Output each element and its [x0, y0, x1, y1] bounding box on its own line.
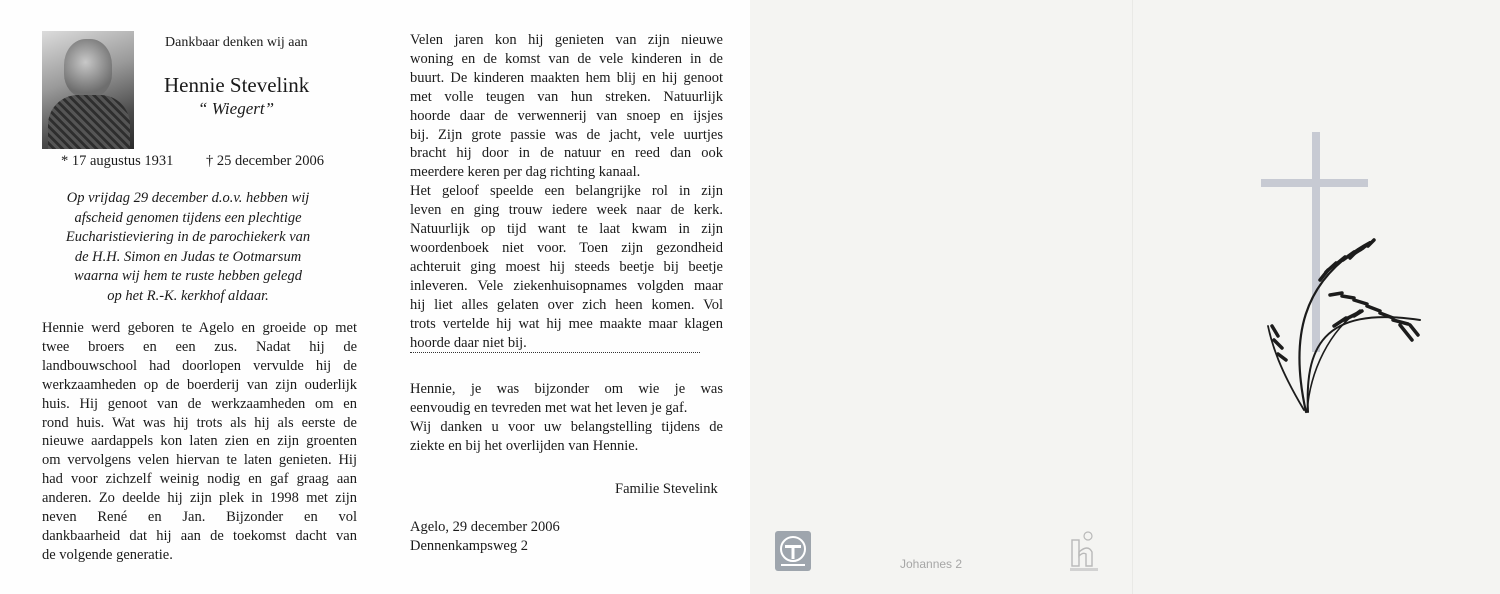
story-line: Velen jaren kon hij genieten van zijn nieuwe [410, 32, 723, 48]
wheat-ears-icon [1268, 240, 1420, 412]
intro-text: Dankbaar denken wij aan [165, 35, 308, 50]
portrait-head [64, 39, 112, 97]
story-line: achteruit ging moest hij steeds beetje bij beetje [410, 258, 723, 275]
story-line: Het geloof speelde een belangrijke rol in zijn [410, 183, 723, 200]
story-line: woordenboek niet voor. Toen zijn gezondheid [410, 239, 723, 256]
closing-text [410, 380, 723, 456]
bio-line: had voor zichzelf weinig nodig en gaf graag aan [42, 471, 357, 488]
bio-line: dankbaarheid dat hij aan de toekomst dacht van [42, 527, 357, 544]
bio-line: huis. Hij genoot van de werkzaamheden om en [42, 395, 357, 412]
story-line: met volle teugen van hun streken. Natuurlijk [410, 88, 723, 105]
birth-date: * 17 augustus 1931 [61, 153, 174, 169]
story-line: bracht hij door in de natuur en reed dan ook [410, 145, 723, 162]
address: Dennenkampsweg 2 [410, 538, 528, 554]
funeral-service-text [42, 189, 334, 306]
middle-panel [375, 0, 750, 594]
story-line: meerdere keren per dag richting kanaal. [410, 164, 641, 181]
publisher-logo-icon [775, 531, 811, 571]
bio-line: neven René en Jan. Bijzonder en vol [42, 509, 357, 526]
story-line: inleveren. Vele ziekenhuisopnames volgden maar [410, 277, 723, 294]
verse-reference: Johannes 2 [900, 557, 963, 571]
service-line: op het R.-K. kerkhof aldaar. [107, 287, 269, 304]
deceased-name: Hennie Stevelink [164, 73, 310, 97]
bio-line: de volgende generatie. [42, 546, 173, 563]
bio-line: nieuwe aardappels kon laten zien en zijn groenten [42, 433, 357, 450]
dotted-divider [410, 352, 700, 353]
service-line: waarna wij hem te ruste hebben gelegd [74, 268, 302, 284]
cross-icon [1261, 132, 1368, 352]
fold-line [1132, 0, 1133, 594]
portrait-body [48, 95, 130, 149]
bio-line: rond huis. Wat was hij trots als hij als eerste de [42, 414, 357, 431]
closing-line: ziekte en bij het overlijden van Hennie. [410, 437, 639, 454]
story-line: hij liet alles gelaten over zich heen komen. Vol [410, 296, 723, 313]
bio-line: Hennie werd geboren te Agelo en groeide op met [42, 320, 357, 336]
story-line: leven en ging trouw iedere week naar de kerk. [410, 202, 723, 219]
bio-line: werkzaamheden op de boerderij van zijn ouderlijk [42, 376, 357, 393]
death-date: † 25 december 2006 [206, 153, 324, 169]
bio-line: landbouwschool had doorlopen vervulde hij de [42, 357, 357, 374]
story-line: buurt. De kinderen maakten hem blij en hij genoot [410, 69, 723, 86]
story-line: Natuurlijk op tijd want te laat kwam in zijn [410, 221, 723, 238]
service-line: de H.H. Simon en Judas te Ootmarsum [74, 248, 302, 265]
story-line: trots vertelde hij wat hij mee maakte maar klagen [410, 315, 723, 332]
service-line: Op vrijdag 29 december d.o.v. hebben wij [66, 190, 310, 206]
biography-text [42, 319, 357, 565]
cover-panel [750, 0, 1500, 594]
nickname: “ Wiegert” [198, 99, 275, 118]
story-line: hoorde daar niet bij. [410, 334, 527, 351]
cross-with-wheat [1250, 130, 1450, 430]
left-panel [0, 0, 375, 594]
story-line: bij. Zijn grote passie was de jacht, vele uurtjes [410, 126, 723, 143]
bio-line: anderen. Zo deelde hij zijn plek in 1998 met zijn [42, 490, 357, 507]
bio-line: om vervolgens velen hiervan te laten genieten. Hij [42, 452, 357, 469]
family-signature: Familie Stevelink [615, 481, 718, 497]
printer-logo-icon [1066, 530, 1102, 574]
life-story-text [410, 31, 723, 352]
portrait-photo [42, 31, 134, 149]
place-date: Agelo, 29 december 2006 [410, 519, 560, 535]
closing-line: Hennie, je was bijzonder om wie je was [410, 381, 723, 397]
story-line: woning en de komst van de vele kinderen in de [410, 50, 723, 67]
bio-line: twee broers en een zus. Nadat hij de [42, 338, 357, 355]
closing-line: Wij danken u voor uw belangstelling tijdens de [410, 418, 723, 435]
closing-line: eenvoudig en tevreden met wat het leven je gaf. [410, 399, 688, 416]
story-line: hoorde daar de verwennerij van snoep en ijsjes [410, 107, 723, 124]
service-line: Eucharistieviering in de parochiekerk van [65, 229, 311, 245]
service-line: afscheid genomen tijdens een plechtige [74, 209, 302, 226]
